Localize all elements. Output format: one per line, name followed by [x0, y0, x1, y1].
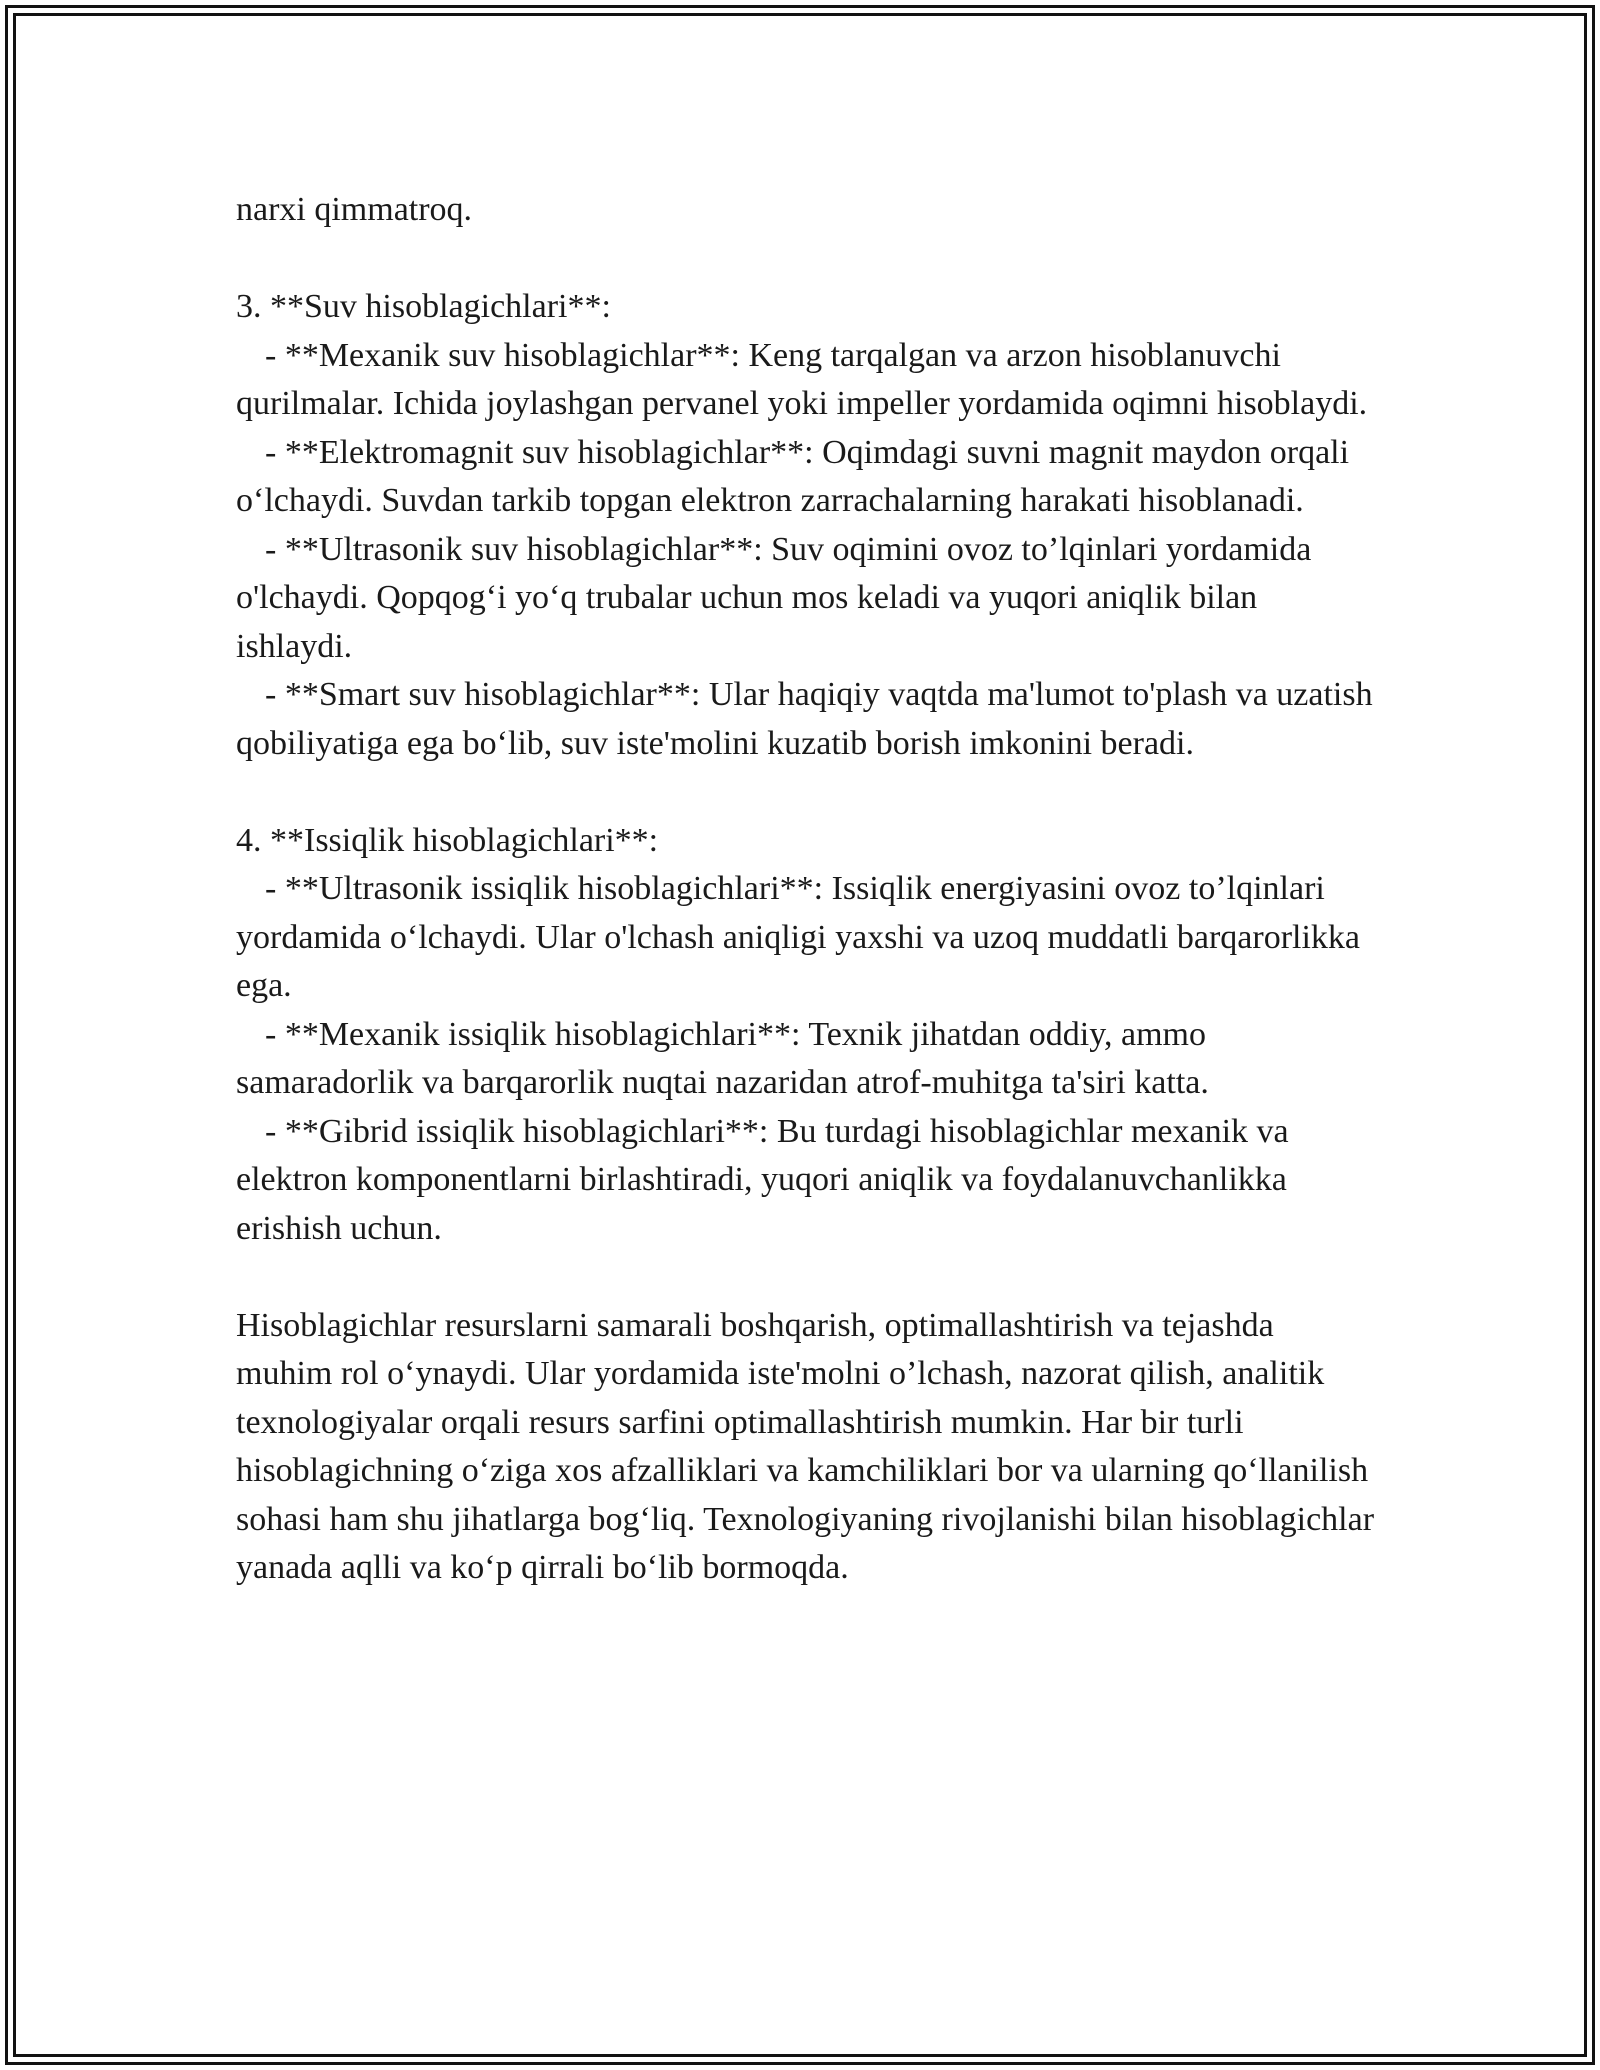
section-4-item-hybrid-heat [236, 1108, 1376, 1254]
section-3-item-ultrasonic-water [236, 526, 1376, 672]
section-4-item-ultrasonic-heat [236, 865, 1376, 1011]
paragraph-gap [236, 1253, 1376, 1302]
section-4-item-text: - **Mexanik issiqlik hisoblagichlari**: Texnik jihatdan oddiy, ammo samaradorlik va barqarorlik nuqtai nazaridan atrof-muhitga ta'siri katta. [236, 1015, 1215, 1101]
paragraph-gap [236, 768, 1376, 817]
paragraph-gap [236, 235, 1376, 284]
section-3-item-text: - **Elektromagnit suv hisoblagichlar**: Oqimdagi suvni magnit maydon orqali o‘lchaydi. Suvdan tarkib topgan elektron zarrachalarning harakati hisoblanadi. [236, 433, 1358, 519]
section-4-item-text: - **Ultrasonik issiqlik hisoblagichlari**: Issiqlik energiyasini ovoz to’lqinlari yordamida o‘lchaydi. Ular o'lchash aniqligi yaxshi va uzoq muddatli barqarorlikka ega. [236, 870, 1369, 1004]
section-3-item-mechanical-water [236, 332, 1376, 429]
section-3-item-smart-water [236, 671, 1382, 768]
section-4-item-mechanical-heat [236, 1011, 1376, 1108]
section-3-item-text: - **Ultrasonik suv hisoblagichlar**: Suv oqimini ovoz to’lqinlari yordamida o'lchaydi. Qopqog‘i yo‘q trubalar uchun mos keladi va yuqori aniqlik bilan ishlaydi. [236, 530, 1320, 665]
section-4-item-text: - **Gibrid issiqlik hisoblagichlari**: Bu turdagi hisoblagichlar mexanik va elektron komponentlarni birlashtiradi, yuqori aniqlik va foydalanuvchanlikka erishish uchun. [236, 1112, 1298, 1247]
section-3-item-electromagnetic-water [236, 429, 1376, 526]
document-body [236, 186, 1383, 1593]
section-3-heading: 3. **Suv hisoblagichlari**: [236, 288, 611, 325]
section-4-heading: 4. **Issiqlik hisoblagichlari**: [236, 821, 659, 859]
section-3-item-text: - **Smart suv hisoblagichlar**: Ular haqiqiy vaqtda ma'lumot to'plash va uzatish qobiliyatiga ega bo‘lib, suv iste'molini kuzatib borish imkonini beradi. [236, 676, 1382, 762]
section-3-item-text: - **Mexanik suv hisoblagichlar**: Keng tarqalgan va arzon hisoblanuvchi qurilmalar. Ichida joylashgan pervanel yoki impeller yordamida oqimni hisoblaydi. [236, 336, 1368, 422]
conclusion-paragraph: Hisoblagichlar resurslarni samarali boshqarish, optimallashtirish va tejashda muhim rol o‘ynaydi. Ular yordamida iste'molni o’lchash, nazorat qilish, analitik texnologiyalar orqali resurs sarfini optimallashtirish mumkin. Har bir turli hisoblagichning o‘ziga xos afzalliklari va kamchiliklari bor va ularning qo‘llanilish sohasi ham shu jihatlarga bog‘liq. Texnologiyaning rivojlanishi bilan hisoblagichlar yanada aqlli va ko‘p qirrali bo‘lib bormoqda. [236, 1306, 1383, 1586]
intro-tail: narxi qimmatroq. [236, 191, 473, 228]
